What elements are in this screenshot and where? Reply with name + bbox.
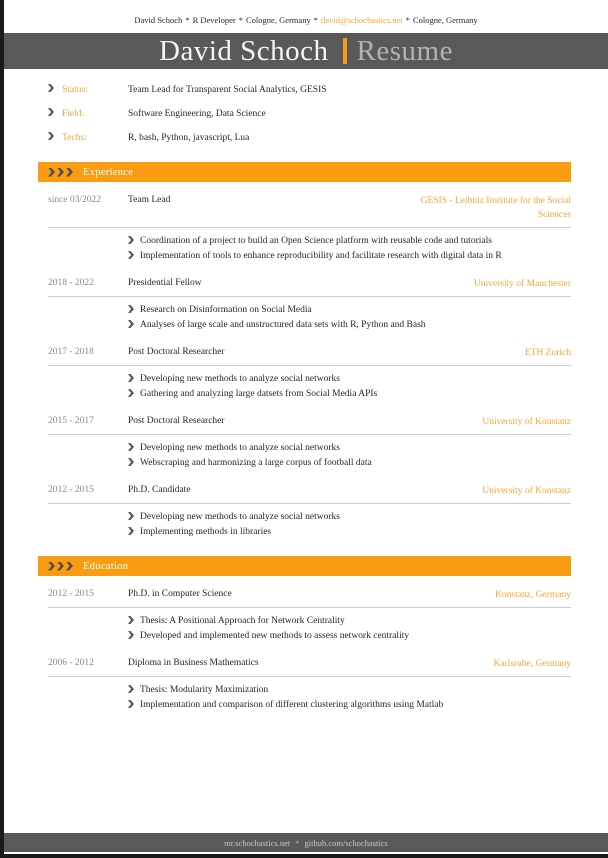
- education-entry: [38, 657, 571, 712]
- entry-header: [48, 484, 571, 504]
- qualification-label: Techs:: [62, 133, 87, 143]
- entry-header: [48, 415, 571, 435]
- bullet-item: [128, 318, 571, 332]
- bullet-text: Research on Disinformation on Social Media: [140, 305, 312, 315]
- page-title-doctype: Resume: [356, 34, 453, 67]
- entry-date: 2012 - 2015: [48, 589, 94, 599]
- entry-title: Post Doctoral Researcher: [128, 416, 225, 426]
- chevron-icon: [128, 685, 134, 693]
- entry-title: Post Doctoral Researcher: [128, 347, 225, 357]
- entry-title: Diploma in Business Mathematics: [128, 658, 259, 668]
- bullet-text: Developing new methods to analyze social networks: [140, 443, 340, 453]
- qualification-row-field: [48, 108, 571, 121]
- chevron-icon: [128, 631, 134, 639]
- chevron-icon: [128, 616, 134, 624]
- chevron-icon: [128, 700, 134, 708]
- entry-title: Team Lead: [128, 195, 171, 205]
- entry-organization: GESIS - Leibniz Institute for the Social Sciences: [420, 196, 571, 220]
- contact-email-link[interactable]: david@schochastics.net: [320, 15, 403, 25]
- entry-title: Presidential Fellow: [128, 278, 202, 288]
- bullet-text: Analyses of large scale and unstructured data sets with R, Python and Bash: [140, 320, 426, 330]
- page-edge-left: [0, 0, 4, 858]
- qualification-row-techs: [48, 132, 571, 145]
- entry-bullets: [128, 303, 571, 332]
- bullet-text: Thesis: Modularity Maximization: [140, 685, 269, 695]
- contact-location-2: Cologne, Germany: [412, 15, 478, 25]
- chevron-icon: [128, 305, 134, 313]
- qualification-value: Team Lead for Transparent Social Analytics, GESIS: [128, 85, 327, 95]
- bullet-text: Implementation and comparison of different clustering algorithms using Matlab: [140, 700, 444, 710]
- entry-header: [48, 346, 571, 366]
- bullet-text: Developing new methods to analyze social networks: [140, 374, 340, 384]
- bullet-item: [128, 456, 571, 470]
- chevron-icon: [57, 562, 64, 571]
- bullet-text: Gathering and analyzing large datsets from Social Media APIs: [140, 389, 378, 399]
- bullet-item: [128, 698, 571, 712]
- education-entry: [38, 588, 571, 643]
- separator: *: [405, 15, 410, 25]
- bullet-item: [128, 614, 571, 628]
- bullet-text: Implementation of tools to enhance reproducibility and facilitate research with digital data in R: [140, 251, 502, 261]
- page-edge-bottom: [0, 854, 608, 858]
- entry-date: 2012 - 2015: [48, 485, 94, 495]
- experience-entry: [38, 346, 571, 401]
- contact-role: R Developer: [192, 15, 236, 25]
- chevron-icon: [57, 168, 64, 177]
- entry-date: 2015 - 2017: [48, 416, 94, 426]
- footer-website-link[interactable]: mr.schochastics.net: [224, 837, 291, 848]
- bullet-item: [128, 441, 571, 455]
- title-separator-bar: [343, 38, 347, 64]
- qualification-value: R, bash, Python, javascript, Lua: [128, 133, 250, 143]
- entry-date: 2006 - 2012: [48, 658, 94, 668]
- bullet-item: [128, 525, 571, 539]
- title-banner: [4, 33, 608, 69]
- bullet-text: Thesis: A Positional Approach for Network Centrality: [140, 616, 345, 626]
- section-title: Education: [83, 560, 129, 572]
- entry-bullets: [128, 614, 571, 643]
- bullet-text: Coordination of a project to build an Open Science platform with reusable code and tutorials: [140, 236, 492, 246]
- contact-location: Cologne, Germany: [246, 15, 311, 25]
- chevron-icon: [128, 374, 134, 382]
- entry-bullets: [128, 234, 571, 263]
- bullet-item: [128, 372, 571, 386]
- entry-organization: ETH Zurich: [524, 348, 571, 358]
- bullet-text: Webscraping and harmonizing a large corpus of football data: [140, 458, 372, 468]
- chevron-icon: [128, 389, 134, 397]
- bullet-item: [128, 234, 571, 248]
- chevron-icon: [128, 251, 134, 259]
- section-title: Experience: [83, 166, 134, 178]
- experience-entry: [38, 415, 571, 470]
- qualification-label: Field:: [62, 109, 85, 119]
- qualification-label: Status:: [62, 85, 88, 95]
- chevron-icon: [128, 512, 134, 520]
- section-header-education: [38, 556, 571, 576]
- experience-entry: [38, 484, 571, 539]
- qualifications-list: [38, 84, 571, 145]
- entry-bullets: [128, 683, 571, 712]
- bullet-item: [128, 510, 571, 524]
- entry-bullets: [128, 372, 571, 401]
- chevron-icon: [66, 168, 73, 177]
- chevron-icon: [48, 108, 54, 116]
- experience-entry: [38, 194, 571, 263]
- chevron-icon: [48, 168, 55, 177]
- bullet-item: [128, 249, 571, 263]
- entry-header: [48, 277, 571, 297]
- page-title-name: David Schoch: [159, 34, 329, 67]
- chevron-icon: [128, 320, 134, 328]
- education-entries: [38, 588, 571, 712]
- bullet-item: [128, 629, 571, 643]
- footer-github-link[interactable]: github.com/schochastics: [304, 837, 388, 848]
- footer-bar: [4, 833, 608, 852]
- entry-header: [48, 588, 571, 608]
- entry-bullets: [128, 441, 571, 470]
- entry-organization: Konstanz, Germany: [495, 590, 571, 600]
- chevron-icon: [128, 458, 134, 466]
- entry-title: Ph.D. in Computer Science: [128, 589, 232, 599]
- entry-title: Ph.D. Candidate: [128, 485, 191, 495]
- entry-date: 2018 - 2022: [48, 278, 94, 288]
- contact-name: David Schoch: [134, 15, 183, 25]
- contact-line: [4, 0, 608, 26]
- resume-content: [38, 84, 571, 712]
- bullet-item: [128, 683, 571, 697]
- entry-date: 2017 - 2018: [48, 347, 94, 357]
- chevron-icon: [66, 562, 73, 571]
- chevron-icon: [48, 84, 54, 92]
- bullet-text: Implementing methods in libraries: [140, 527, 272, 537]
- chevron-icon: [128, 527, 134, 535]
- chevron-icon: [48, 562, 55, 571]
- entry-organization: University of Konstanz: [482, 486, 571, 496]
- qualification-value: Software Engineering, Data Science: [128, 109, 266, 119]
- entry-organization: University of Manchester: [473, 279, 571, 289]
- entry-organization: Karlsruhe, Germany: [493, 659, 571, 669]
- chevron-icon: [48, 132, 54, 140]
- separator: *: [185, 15, 190, 25]
- separator: *: [238, 15, 244, 25]
- bullet-text: Developed and implemented new methods to assess network centrality: [140, 631, 410, 641]
- entry-date: since 03/2022: [48, 195, 102, 205]
- entry-organization: University of Konstanz: [482, 417, 571, 427]
- chevron-icon: [128, 443, 134, 451]
- bullet-item: [128, 387, 571, 401]
- entry-bullets: [128, 510, 571, 539]
- entry-header: [48, 657, 571, 677]
- entry-header: [48, 194, 571, 228]
- bullet-text: Developing new methods to analyze social networks: [140, 512, 340, 522]
- separator: *: [295, 837, 300, 848]
- chevron-icon: [128, 236, 134, 244]
- bullet-item: [128, 303, 571, 317]
- separator: *: [313, 15, 318, 25]
- experience-entry: [38, 277, 571, 332]
- experience-entries: [38, 194, 571, 539]
- section-header-experience: [38, 162, 571, 182]
- qualification-row-status: [48, 84, 571, 97]
